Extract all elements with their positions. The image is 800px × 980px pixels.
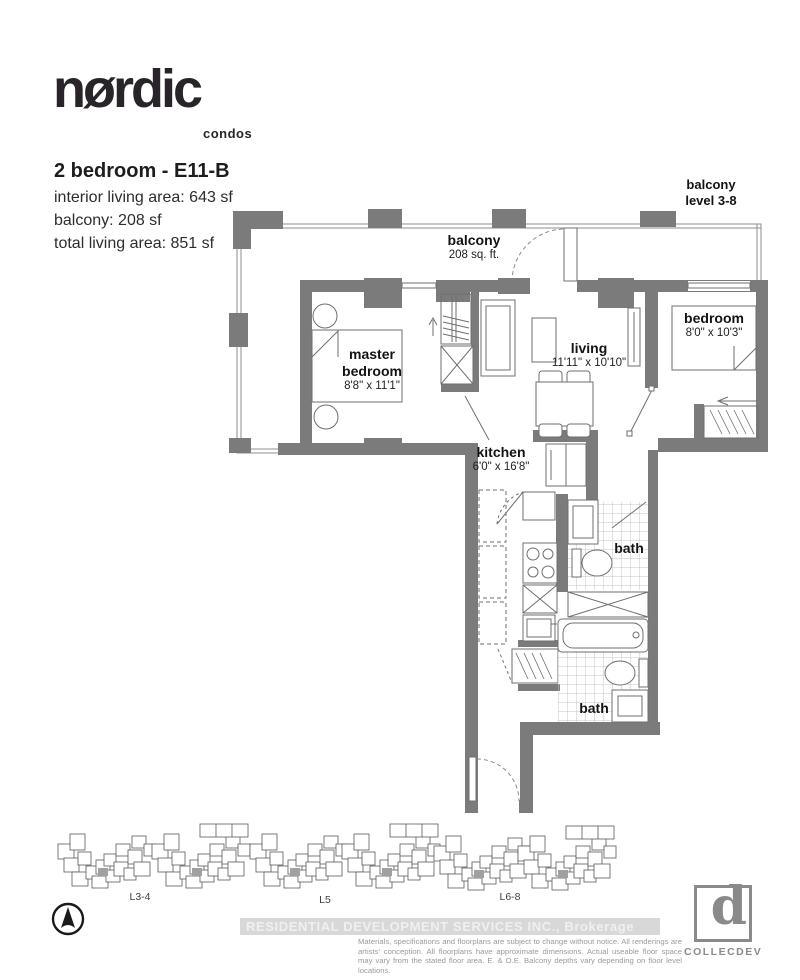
keyplan-l6-8	[434, 826, 616, 890]
brand-logo-sub: condos	[203, 126, 253, 141]
room-label-bath-upper: bath	[614, 540, 644, 556]
bedroom-closet	[704, 406, 758, 438]
entry-closet	[498, 649, 558, 683]
room-label-balcony: balcony 208 sq. ft.	[447, 232, 501, 261]
room-label-bath-lower: bath	[579, 700, 609, 716]
nightstand	[313, 304, 337, 328]
brokerage-watermark: RESIDENTIAL DEVELOPMENT SERVICES INC., Brokerage	[240, 918, 660, 935]
room-label-master-bedroom: master bedroom 8'8" x 11'1"	[342, 346, 402, 392]
interior-area: interior living area: 643 sf	[54, 189, 233, 206]
balcony-area: balcony: 208 sf	[54, 212, 162, 229]
counter	[523, 492, 555, 520]
developer-name: COLLECDEV	[684, 946, 763, 958]
keyplan-l5	[250, 824, 440, 888]
unit-title: 2 bedroom - E11-B	[54, 160, 230, 182]
nightstand	[314, 405, 338, 429]
unit-details	[54, 186, 233, 255]
developer-logo	[694, 876, 752, 942]
balcony-door	[512, 228, 577, 282]
north-compass-icon	[53, 904, 83, 934]
toilet	[572, 549, 581, 577]
room-label-kitchen: kitchen 6'0" x 16'8"	[472, 444, 530, 473]
keyplan-label-l6-8: L6-8	[499, 891, 521, 903]
keyplan-label-l3-4: L3-4	[129, 891, 151, 903]
disclaimer-text: Materials, specifications and floorplans are subject to change without notice. All renderings are artists' conception. All floorplans have approximate dimensions. Actual useable floor space may vary from the stated floor area. E. & O.E. Balcony depths vary depending on floor level locations.	[358, 937, 682, 975]
room-label-bedroom: bedroom 8'0" x 10'3"	[684, 310, 744, 339]
dining-table	[536, 382, 593, 426]
shower	[568, 592, 648, 617]
bedroom-door	[627, 386, 654, 436]
keyplan-l3-4	[58, 824, 250, 888]
chair	[567, 424, 590, 437]
brand-logo: nørdic	[53, 59, 201, 119]
entry-door	[469, 757, 519, 801]
developer-logo-letter: d	[710, 876, 747, 937]
room-label-living: living 11'11" x 10'10"	[551, 340, 627, 369]
toilet	[639, 659, 648, 687]
keyplan-label-l5: L5	[319, 894, 331, 906]
chair	[539, 424, 562, 437]
balcony-level-note: balcony level 3-8	[685, 177, 737, 209]
shaft	[441, 346, 473, 384]
total-area: total living area: 851 sf	[54, 235, 215, 252]
master-bedroom-door	[465, 396, 489, 440]
